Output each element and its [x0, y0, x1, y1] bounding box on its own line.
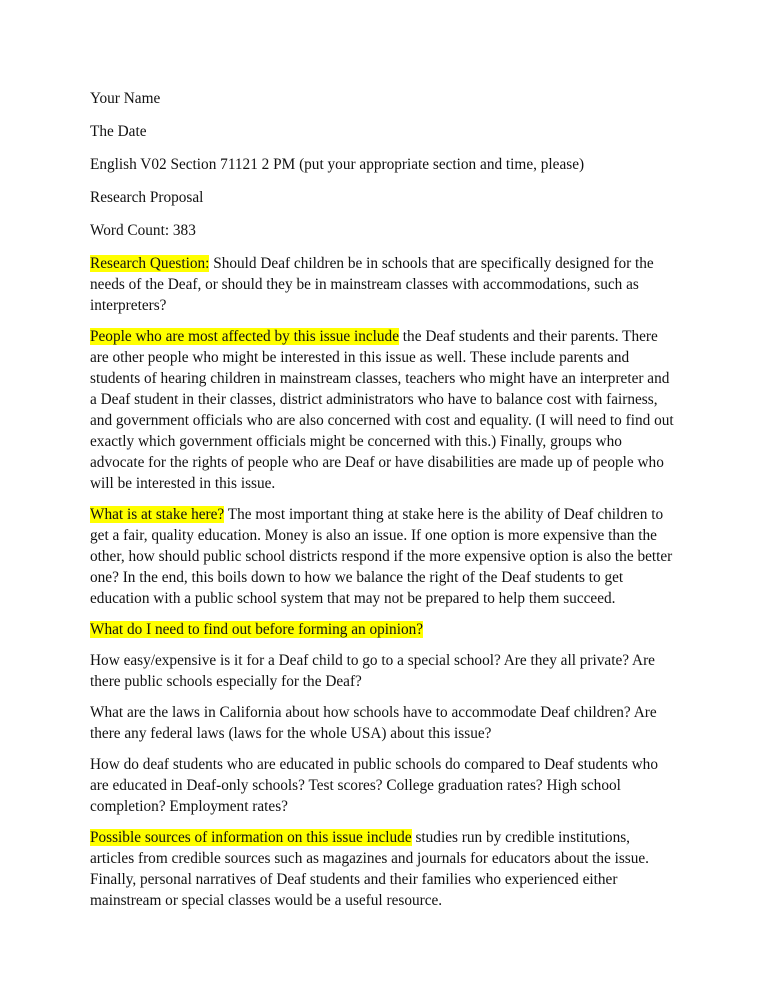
sources-text: studies run by credible institutions, articles from credible sources such as magazines and journals for educators about the issue. Finally, personal narratives of Deaf students and their families who experienced either mainstream or special classes would be a useful resource. — [90, 829, 649, 909]
research-question-heading: Research Question: — [90, 255, 210, 272]
document-date: The Date — [90, 123, 147, 140]
sources-paragraph — [90, 827, 675, 911]
course-section: English V02 Section 71121 2 PM (put your appropriate section and time, please) — [90, 156, 585, 173]
affected-heading: People who are most affected by this issue include — [90, 328, 399, 345]
question-item: How do deaf students who are educated in public schools do compared to Deaf students who are educated in Deaf-only schools? Test scores? College graduation rates? High school completion? Employment rates? — [90, 756, 658, 815]
word-count: Word Count: 383 — [90, 222, 196, 239]
affected-paragraph — [90, 326, 675, 494]
find-out-heading: What do I need to find out before forming an opinion? — [90, 621, 424, 638]
stake-heading: What is at stake here? — [90, 506, 225, 523]
question-item: What are the laws in California about how schools have to accommodate Deaf children? Are there any federal laws (laws for the whole USA) about this issue? — [90, 704, 657, 742]
find-out-paragraph — [90, 619, 675, 640]
affected-text: the Deaf students and their parents. There are other people who might be interested in this issue as well. These include parents and students of hearing children in mainstream classes, teachers who might have an interpreter and a Deaf student in their classes, district administrators who have to balance cost with fairness, and government officials who are also concerned with cost and equality. (I will need to find out exactly which government officials might be concerned with this.) Finally, groups who advocate for the rights of people who are Deaf or have disabilities are made up of people who will be interested in this issue. — [90, 328, 674, 492]
sources-heading: Possible sources of information on this issue include — [90, 829, 412, 846]
author-name: Your Name — [90, 90, 161, 107]
question-item: How easy/expensive is it for a Deaf child to go to a special school? Are they all private? Are there public schools especially for the Deaf? — [90, 652, 655, 690]
research-question-text: Should Deaf children be in schools that are specifically designed for the needs of the Deaf, or should they be in mainstream classes with accommodations, such as interpreters? — [90, 255, 654, 314]
stake-text: The most important thing at stake here is the ability of Deaf children to get a fair, quality education. Money is also an issue. If one option is more expensive than the other, how should public school districts respond if the more expensive option is also the better one? In the end, this boils down to how we balance the right of the Deaf students to get education with a public school system that may not be prepared to help them succeed. — [90, 506, 673, 607]
research-question-paragraph — [90, 253, 675, 316]
document-type: Research Proposal — [90, 189, 204, 206]
document-body — [90, 88, 675, 921]
stake-paragraph — [90, 504, 675, 609]
